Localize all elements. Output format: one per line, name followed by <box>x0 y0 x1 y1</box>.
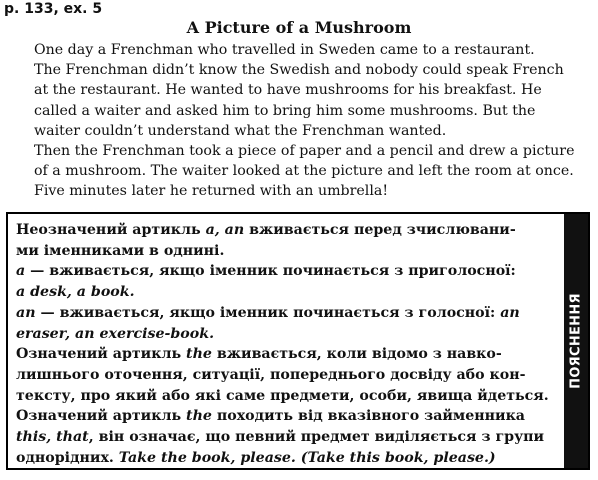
note-line <box>16 344 566 365</box>
note-line <box>16 220 566 241</box>
explanation-text <box>16 220 566 468</box>
note-line <box>16 261 566 282</box>
story-line: of a mushroom. The waiter looked at the picture and left the room at once. <box>34 163 574 180</box>
story-line: called a waiter and asked him to bring him some mushrooms. But the <box>34 102 536 119</box>
note-text: Take the book, please. (Take this book, please.) <box>118 449 496 466</box>
note-text: a <box>16 263 26 280</box>
note-text: Означений артикль <box>16 346 187 363</box>
note-text: — вживається, якщо іменник починається з голосної: <box>35 304 501 321</box>
story-line: waiter couldn’t understand what the Frenchman wanted. <box>34 122 447 139</box>
note-line: a desk, a book. <box>16 284 135 301</box>
note-text: — вживається, якщо іменник починається з приголосної: <box>25 263 516 280</box>
note-line <box>16 448 566 469</box>
note-line <box>16 427 566 448</box>
note-text: Означений артикль <box>16 408 187 425</box>
note-text: вживається перед зчислювани- <box>244 222 516 238</box>
note-text: the <box>186 346 212 363</box>
note-text: вживається, коли відомо з навко- <box>211 346 502 363</box>
page-reference: p. 133, ex. 5 <box>4 1 103 17</box>
story-line: Then the Frenchman took a piece of paper and a pencil and drew a picture <box>34 143 575 160</box>
note-line: eraser, an exercise-book. <box>16 325 215 342</box>
explanation-label-text: ПОЯСНЕННЯ <box>568 293 584 389</box>
note-line <box>16 303 566 324</box>
story-line: at the restaurant. He wanted to have mushrooms for his breakfast. He <box>34 82 542 99</box>
note-text: a, an <box>205 222 245 238</box>
story-line: One day a Frenchman who travelled in Sweden came to a restaurant. <box>34 42 535 58</box>
note-text: the <box>186 408 212 425</box>
story-line: The Frenchman didn’t know the Swedish and nobody could speak French <box>34 62 564 79</box>
note-line <box>16 406 566 427</box>
note-text: an <box>500 304 520 321</box>
note-text: Неозначений артикль <box>16 222 206 238</box>
story-text <box>34 40 590 202</box>
note-line: тексту, про який або які саме предмети, особи, явища йдеться. <box>16 387 549 404</box>
note-text: , він означає, що певний предмет виділяється з групи <box>88 429 545 446</box>
note-line: лишнього оточення, ситуації, попереднього досвіду або кон- <box>16 366 526 383</box>
explanation-box <box>6 212 590 470</box>
note-text: походить від вказівного займенника <box>211 408 526 425</box>
note-line: ми іменниками в однині. <box>16 242 225 259</box>
note-text: однорідних. <box>16 449 119 466</box>
note-text: an <box>16 304 36 321</box>
explanation-label <box>564 214 588 468</box>
note-text: this, that <box>16 429 89 446</box>
story-line: Five minutes later he returned with an umbrella! <box>34 183 389 200</box>
story-title: A Picture of a Mushroom <box>186 18 412 37</box>
